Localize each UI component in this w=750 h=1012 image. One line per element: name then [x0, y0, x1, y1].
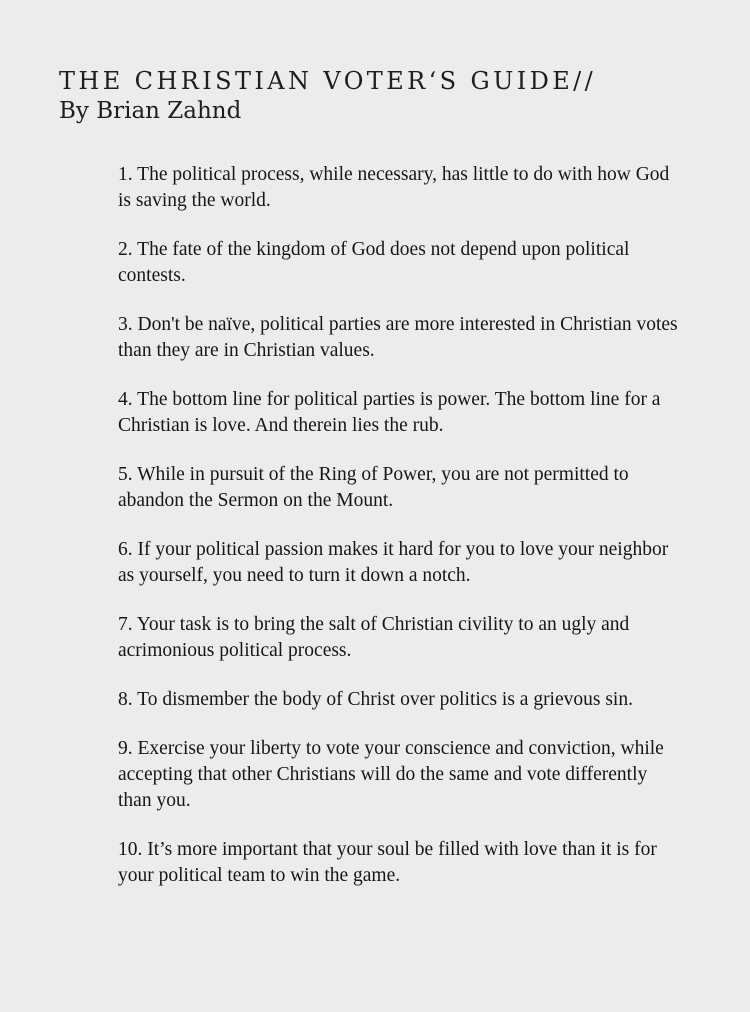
- guide-item-number: 5.: [118, 464, 133, 485]
- guide-item-5: [118, 462, 678, 514]
- guide-item-7: [118, 612, 678, 664]
- guide-item-number: 6.: [118, 539, 133, 560]
- guide-item-text: Exercise your liberty to vote your conscience and conviction, while accepting that other Christians will do the same and vote differently than you.: [118, 738, 664, 811]
- author-byline: By Brian Zahnd: [59, 98, 242, 124]
- guide-item-text: Your task is to bring the salt of Christian civility to an ugly and acrimonious political process.: [118, 614, 630, 661]
- guide-item-10: [118, 837, 678, 889]
- guide-item-number: 7.: [118, 614, 133, 635]
- guide-item-6: [118, 537, 678, 589]
- guide-item-2: [118, 237, 678, 289]
- guide-item-text: It’s more important that your soul be filled with love than it is for your political team to win the game.: [118, 839, 657, 886]
- guide-item-1: [118, 162, 678, 214]
- guide-item-3: [118, 312, 678, 364]
- guide-item-number: 8.: [118, 689, 133, 710]
- guide-item-4: [118, 387, 678, 439]
- guide-list: [118, 162, 678, 889]
- guide-item-number: 9.: [118, 738, 133, 759]
- guide-item-number: 3.: [118, 314, 133, 335]
- guide-item-text: If your political passion makes it hard for you to love your neighbor as yourself, you need to turn it down a notch.: [118, 539, 669, 586]
- document-title: THE CHRISTIAN VOTER‘S GUIDE//: [59, 67, 597, 95]
- guide-item-text: Don't be naïve, political parties are more interested in Christian votes than they are in Christian values.: [118, 314, 678, 361]
- guide-item-9: [118, 736, 678, 814]
- guide-item-text: To dismember the body of Christ over politics is a grievous sin.: [137, 689, 633, 710]
- guide-item-text: The fate of the kingdom of God does not depend upon political contests.: [118, 239, 630, 286]
- guide-item-number: 4.: [118, 389, 133, 410]
- guide-item-text: The bottom line for political parties is power. The bottom line for a Christian is love. And therein lies the rub.: [118, 389, 661, 436]
- guide-item-number: 2.: [118, 239, 133, 260]
- guide-item-number: 1.: [118, 164, 133, 185]
- guide-item-8: [118, 687, 678, 713]
- guide-item-text: The political process, while necessary, has little to do with how God is saving the world.: [118, 164, 670, 211]
- guide-item-text: While in pursuit of the Ring of Power, you are not permitted to abandon the Sermon on the Mount.: [118, 464, 629, 511]
- guide-item-number: 10.: [118, 839, 143, 860]
